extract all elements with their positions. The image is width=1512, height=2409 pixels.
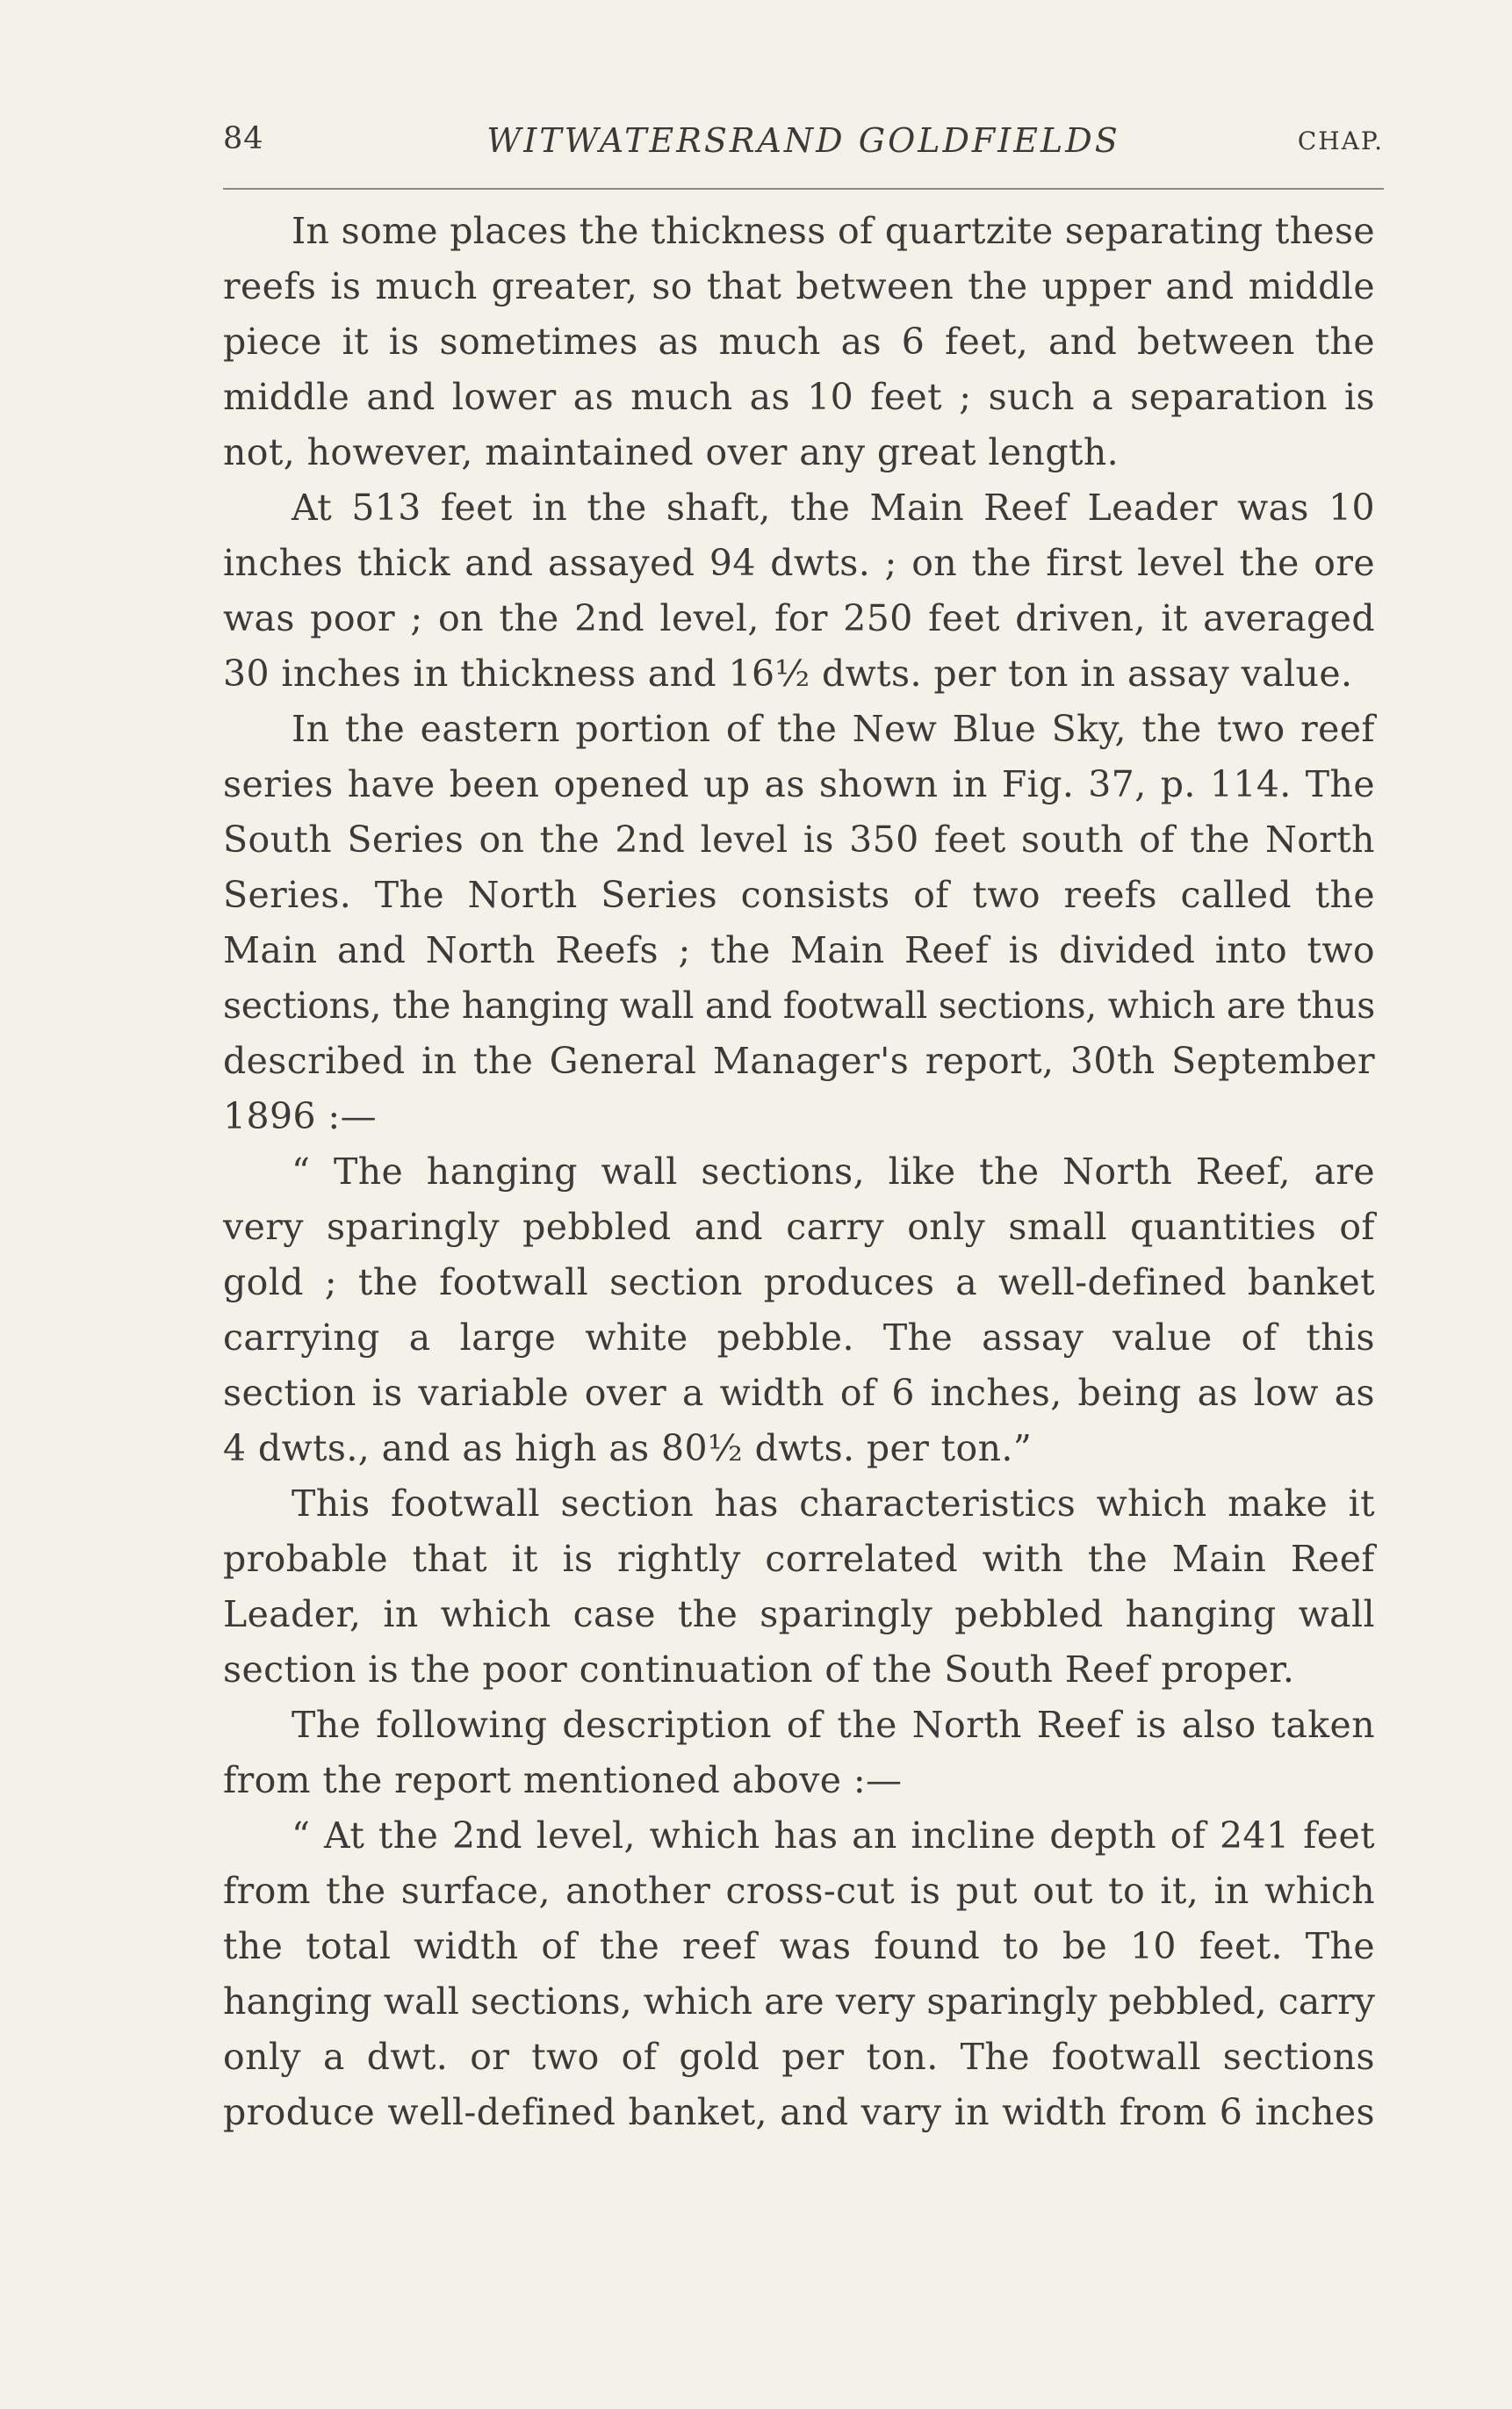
- page-number: 84: [223, 121, 264, 156]
- text-line: “ At the 2nd level, which has an incline depth of 241 feet: [292, 1814, 1375, 1857]
- text-line: carrying a large white pebble. The assay value of this: [223, 1316, 1375, 1359]
- text-line: section is variable over a width of 6 inches, being as low as: [223, 1372, 1375, 1414]
- text-line: was poor ; on the 2nd level, for 250 feet driven, it averaged: [223, 597, 1375, 639]
- text-line: piece it is sometimes as much as 6 feet, and between the: [223, 321, 1375, 363]
- text-line: The following description of the North Reef is also taken: [292, 1704, 1375, 1746]
- running-header: [223, 121, 1384, 165]
- text-line: gold ; the footwall section produces a well-defined banket: [223, 1261, 1375, 1303]
- text-line: South Series on the 2nd level is 350 feet south of the North: [223, 819, 1375, 861]
- text-line: Leader, in which case the sparingly pebbled hanging wall: [223, 1593, 1375, 1635]
- text-line: Series. The North Series consists of two reefs called the: [223, 874, 1375, 916]
- text-line: section is the poor continuation of the South Reef proper.: [223, 1648, 1295, 1691]
- chapter-label: CHAP.: [1297, 126, 1384, 155]
- text-line: produce well-defined banket, and vary in width from 6 inches: [223, 2091, 1375, 2133]
- text-line: “ The hanging wall sections, like the North Reef, are: [292, 1150, 1375, 1193]
- text-line: series have been opened up as shown in Fig. 37, p. 114. The: [223, 763, 1375, 805]
- text-line: 30 inches in thickness and 16½ dwts. per ton in assay value.: [223, 653, 1353, 695]
- text-line: not, however, maintained over any great length.: [223, 431, 1120, 473]
- text-line: from the report mentioned above :—: [223, 1759, 903, 1801]
- text-line: At 513 feet in the shaft, the Main Reef Leader was 10: [292, 487, 1375, 529]
- text-line: inches thick and assayed 94 dwts. ; on the first level the ore: [223, 542, 1375, 584]
- text-line: This footwall section has characteristics which make it: [292, 1482, 1375, 1525]
- text-line: very sparingly pebbled and carry only small quantities of: [223, 1206, 1375, 1248]
- text-line: from the surface, another cross-cut is put out to it, in which: [223, 1870, 1375, 1912]
- text-line: sections, the hanging wall and footwall sections, which are thus: [223, 985, 1375, 1027]
- running-title: WITWATERSRAND GOLDFIELDS: [486, 121, 1120, 160]
- text-line: described in the General Manager's report, 30th September: [223, 1040, 1375, 1082]
- text-line: In the eastern portion of the New Blue Sky, the two reef: [292, 708, 1375, 750]
- body-text: [223, 204, 1375, 2140]
- text-line: middle and lower as much as 10 feet ; such a separation is: [223, 376, 1375, 418]
- text-line: 1896 :—: [223, 1095, 377, 1137]
- text-line: probable that it is rightly correlated with the Main Reef: [223, 1538, 1375, 1580]
- text-line: 4 dwts., and as high as 80½ dwts. per ton.”: [223, 1427, 1033, 1469]
- text-line: Main and North Reefs ; the Main Reef is divided into two: [223, 929, 1375, 971]
- header-rule: [223, 188, 1384, 190]
- text-line: only a dwt. or two of gold per ton. The footwall sections: [223, 2036, 1375, 2078]
- text-line: In some places the thickness of quartzite separating these: [292, 210, 1375, 252]
- text-line: the total width of the reef was found to be 10 feet. The: [223, 1925, 1375, 1967]
- text-line: reefs is much greater, so that between the upper and middle: [223, 265, 1375, 307]
- text-line: hanging wall sections, which are very sparingly pebbled, carry: [223, 1980, 1375, 2023]
